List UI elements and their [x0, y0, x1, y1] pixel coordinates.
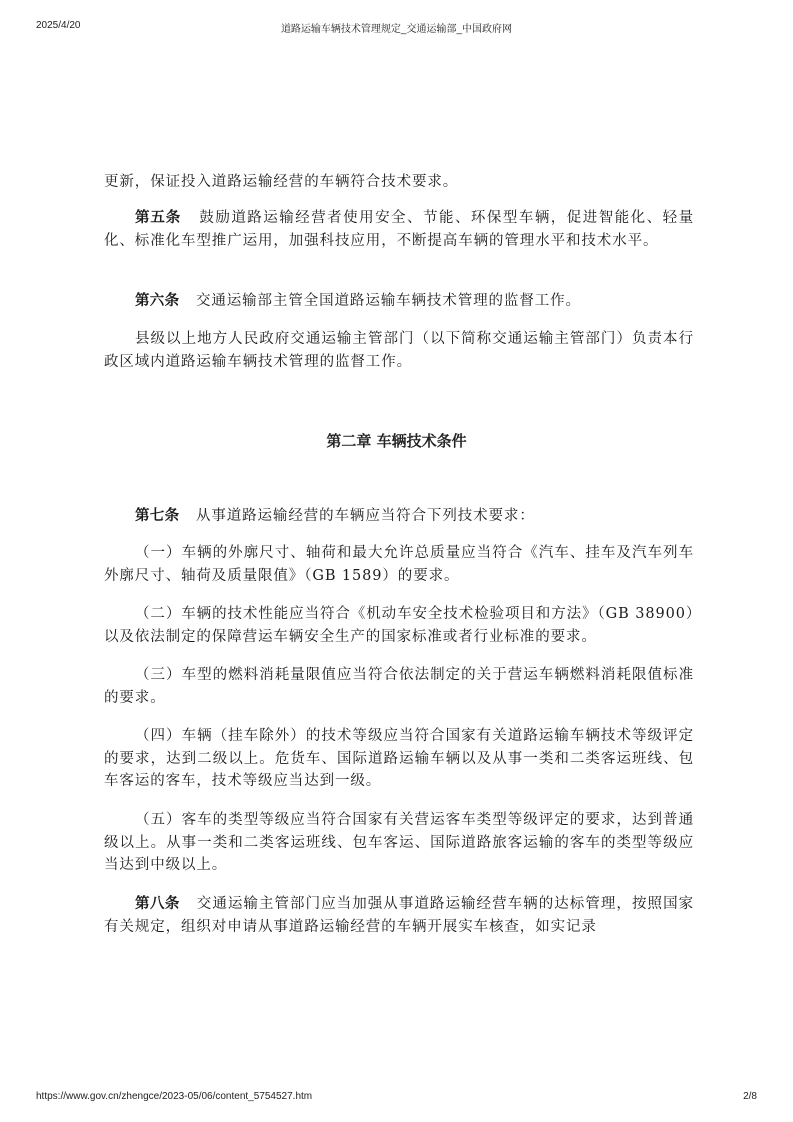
article-5-text: 鼓励道路运输经营者使用安全、节能、环保型车辆，促进智能化、轻量化、标准化车型推广运用，加强科技应用，不断提高车辆的管理水平和技术水平。 [104, 210, 694, 249]
article-5 [104, 207, 694, 252]
page-header-title: 道路运输车辆技术管理规定_交通运输部_中国政府网 [280, 24, 513, 35]
article-7 [104, 505, 694, 528]
paragraph-continuation: 更新，保证投入道路运输经营的车辆符合技术要求。 [104, 174, 459, 190]
article-8-text: 交通运输主管部门应当加强从事道路运输经营车辆的达标管理，按照国家有关规定，组织对申请从事道路运输经营的车辆开展实车核查，如实记录 [104, 896, 695, 935]
article-7-item-2: （二）车辆的技术性能应当符合《机动车安全技术检验项目和方法》（GB 38900）以及依法制定的保障营运车辆安全生产的国家标准或者行业标准的要求。 [104, 606, 694, 645]
article-8 [104, 893, 694, 938]
page-url-link[interactable]: https://www.gov.cn/zhengce/2023-05/06/content_5754527.htm [36, 1091, 313, 1102]
article-6 [104, 290, 694, 313]
page-number: 2/8 [743, 1091, 757, 1102]
chapter-title: 第二章 车辆技术条件 [326, 432, 467, 450]
article-6-label: 第六条 [135, 293, 180, 309]
article-7-text: 从事道路运输经营的车辆应当符合下列技术要求： [195, 508, 535, 524]
article-7-item-4: （四）车辆（挂车除外）的技术等级应当符合国家有关道路运输车辆技术等级评定的要求，达到二级以上。危货车、国际道路运输车辆以及从事一类和二类客运班线、包车客运的客车，技术等级应当达到一级。 [104, 728, 694, 789]
print-date: 2025/4/20 [36, 20, 81, 31]
article-7-item-1: （一）车辆的外廓尺寸、轴荷和最大允许总质量应当符合《汽车、挂车及汽车列车外廓尺寸、轴荷及质量限值》（GB 1589）的要求。 [104, 545, 694, 584]
article-6-text: 交通运输部主管全国道路运输车辆技术管理的监督工作。 [195, 293, 581, 309]
article-7-item-5: （五）客车的类型等级应当符合国家有关营运客车类型等级评定的要求，达到普通级以上。从事一类和二类客运班线、包车客运、国际道路旅客运输的客车的类型等级应当达到中级以上。 [104, 812, 694, 873]
article-5-label: 第五条 [135, 210, 182, 226]
article-8-label: 第八条 [135, 896, 180, 912]
article-7-label: 第七条 [135, 508, 180, 524]
article-6-paragraph-2: 县级以上地方人民政府交通运输主管部门（以下简称交通运输主管部门）负责本行政区域内道路运输车辆技术管理的监督工作。 [104, 331, 694, 370]
article-7-item-3: （三）车型的燃料消耗量限值应当符合依法制定的关于营运车辆燃料消耗限值标准的要求。 [104, 667, 694, 706]
